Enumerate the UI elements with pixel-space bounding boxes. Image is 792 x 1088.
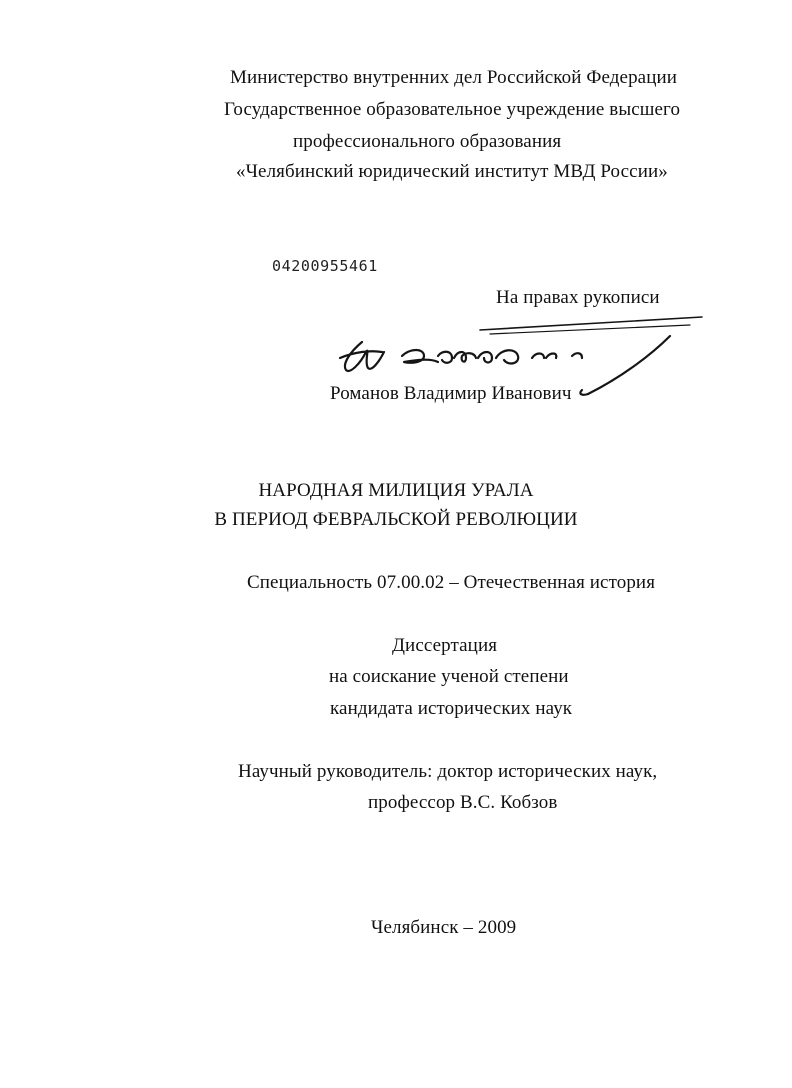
city-year: Челябинск – 2009 [371, 917, 517, 938]
thesis-title-line-2: В ПЕРИОД ФЕВРАЛЬСКОЙ РЕВОЛЮЦИИ [214, 509, 578, 530]
archive-stamp-number: 04200955461 [272, 257, 378, 275]
institution-line-1: Государственное образовательное учреждение высшего [224, 99, 681, 120]
specialty-line: Специальность 07.00.02 – Отечественная история [247, 572, 656, 593]
manuscript-note: На правах рукописи [496, 287, 660, 308]
author-name: Романов Владимир Иванович [330, 383, 572, 404]
supervisor-line-2: профессор В.С. Кобзов [368, 792, 558, 813]
thesis-title-line-1: НАРОДНАЯ МИЛИЦИЯ УРАЛА [258, 480, 534, 501]
degree-field-line: кандидата исторических наук [330, 698, 573, 719]
ministry-line: Министерство внутренних дел Российской Федерации [230, 67, 678, 88]
institute-name: «Челябинский юридический институт МВД России» [236, 161, 668, 182]
supervisor-line-1: Научный руководитель: доктор исторических наук, [238, 761, 658, 782]
institution-line-2: профессионального образования [293, 131, 562, 152]
dissertation-label: Диссертация [392, 635, 498, 656]
degree-line: на соискание ученой степени [329, 666, 569, 687]
